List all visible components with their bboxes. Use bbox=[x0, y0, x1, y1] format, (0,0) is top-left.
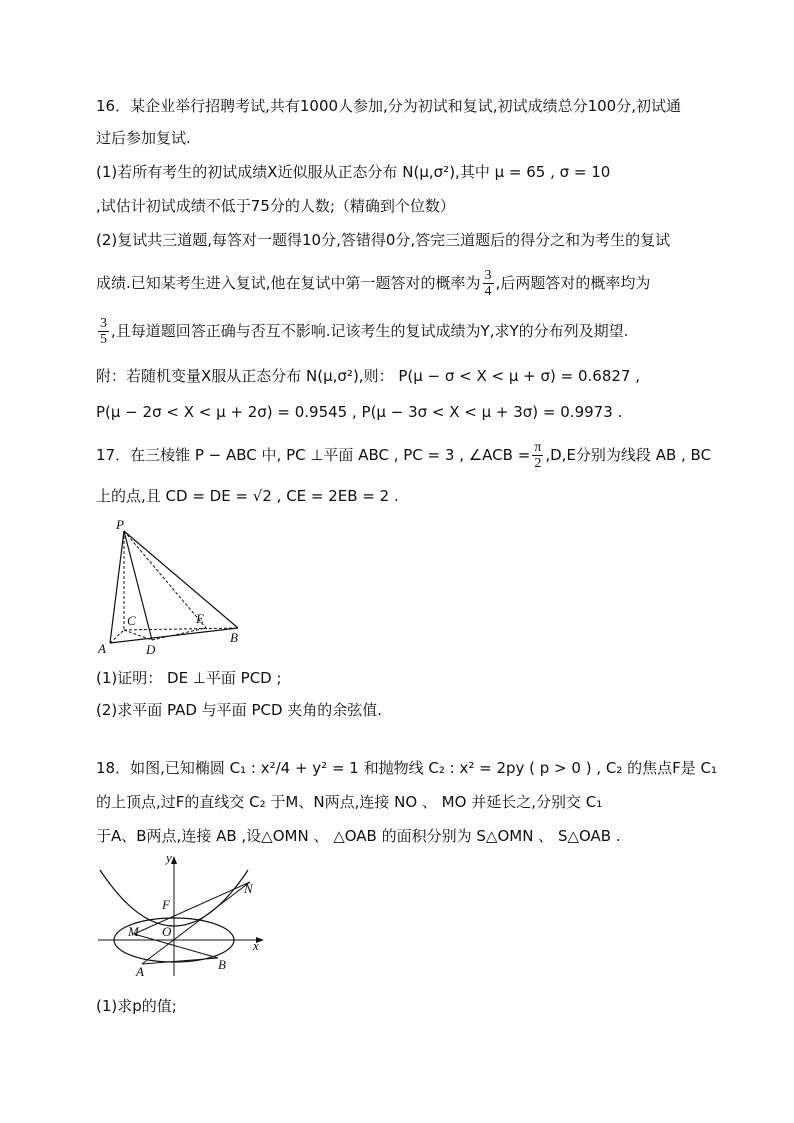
label-y: y bbox=[166, 852, 172, 865]
label-n: N bbox=[244, 881, 253, 896]
fraction-denominator: 2 bbox=[534, 456, 542, 471]
label-b: B bbox=[218, 957, 226, 972]
q16-part2-text-c: ,且每道题回答正确与否互不影响.记该考生的复试成绩为Y,求Y的分布列及期望. bbox=[111, 322, 629, 340]
q16-part2-line2 bbox=[96, 264, 650, 302]
q17-sub1: (1)证明： DE ⊥平面 PCD ; bbox=[96, 669, 282, 687]
q16-note1: 附：若随机变量X服从正态分布 N(μ,σ²),则： P(μ − σ < X < μ + σ) = 0.6827 , bbox=[96, 367, 641, 385]
fraction-pi-over-two bbox=[532, 440, 543, 471]
q16-line1: 16．某企业举行招聘考试,共有1000人参加,分为初试和复试,初试成绩总分100分,初试通 bbox=[96, 97, 681, 115]
label-p: P bbox=[116, 517, 124, 532]
q18-line2: 的上顶点,过F的直线交 C₂ 于M、N两点,连接 NO 、 MO 并延长之,分别交 C₁ bbox=[96, 793, 603, 811]
ellipse-parabola-figure bbox=[96, 852, 266, 982]
fraction-denominator: 5 bbox=[100, 332, 107, 347]
q17-sub2: (2)求平面 PAD 与平面 PCD 夹角的余弦值. bbox=[96, 701, 383, 719]
q18-line3: 于A、B两点,连接 AB ,设△OMN 、 △OAB 的面积分别为 S△OMN 、 S△OAB . bbox=[96, 827, 621, 845]
q16-part1: (1)若所有考生的初试成绩X近似服从正态分布 N(μ,σ²),其中 μ = 65 , σ = 10 bbox=[96, 163, 611, 181]
label-f: F bbox=[162, 897, 170, 912]
q16-part2-text-b: ,后两题答对的概率均为 bbox=[495, 274, 651, 292]
fraction-numerator: 3 bbox=[100, 316, 107, 331]
label-o: O bbox=[162, 924, 172, 939]
label-a: A bbox=[136, 964, 144, 979]
label-e: E bbox=[196, 611, 204, 626]
q17-text-a: 17．在三棱锥 P − ABC 中, PC ⊥平面 ABC , PC = 3 , ∠ACB = bbox=[96, 446, 531, 464]
q18-line1: 18．如图,已知椭圆 C₁ : x²/4 + y² = 1 和抛物线 C₂ : x² = 2py ( p > 0 ) , C₂ 的焦点F是 C₁ bbox=[96, 759, 718, 777]
fraction-numerator: 3 bbox=[484, 268, 492, 283]
q17-line1 bbox=[96, 436, 711, 474]
label-c: C bbox=[127, 613, 136, 628]
edge-pa bbox=[110, 531, 124, 643]
edge-cd bbox=[124, 630, 152, 640]
q16-part2: (2)复试共三道题,每答对一题得10分,答错得0分,答完三道题后的得分之和为考生的复试 bbox=[96, 231, 671, 249]
label-b: B bbox=[230, 630, 238, 645]
q16-note2: P(μ − 2σ < X < μ + 2σ) = 0.9545 , P(μ − 3σ < X < μ + 3σ) = 0.9973 . bbox=[96, 403, 623, 421]
tetrahedron-figure bbox=[96, 515, 256, 665]
q16-part2-line3 bbox=[96, 312, 628, 350]
q17-text-b: ,D,E分别为线段 AB , BC bbox=[545, 446, 712, 464]
fraction-denominator: 4 bbox=[484, 284, 492, 299]
fraction-three-fifths bbox=[98, 316, 109, 347]
label-m: M bbox=[128, 924, 139, 939]
fraction-three-quarters bbox=[483, 268, 494, 299]
q18-sub1: (1)求p的值; bbox=[96, 997, 177, 1015]
q16-part2-text-a: 成绩.已知某考生进入复试,他在复试中第一题答对的概率为 bbox=[96, 274, 481, 292]
label-d: D bbox=[146, 642, 156, 657]
y-axis-arrow-icon bbox=[171, 856, 177, 864]
q16-part1-cont: ,试估计初试成绩不低于75分的人数;（精确到个位数） bbox=[96, 197, 455, 215]
fraction-numerator: π bbox=[534, 440, 542, 455]
edge-pb bbox=[124, 531, 238, 628]
q16-line2: 过后参加复试. bbox=[96, 129, 191, 147]
q17-line2: 上的点,且 CD = DE = √2 , CE = 2EB = 2 . bbox=[96, 487, 399, 505]
label-x: x bbox=[253, 938, 259, 953]
label-a: A bbox=[98, 641, 106, 656]
